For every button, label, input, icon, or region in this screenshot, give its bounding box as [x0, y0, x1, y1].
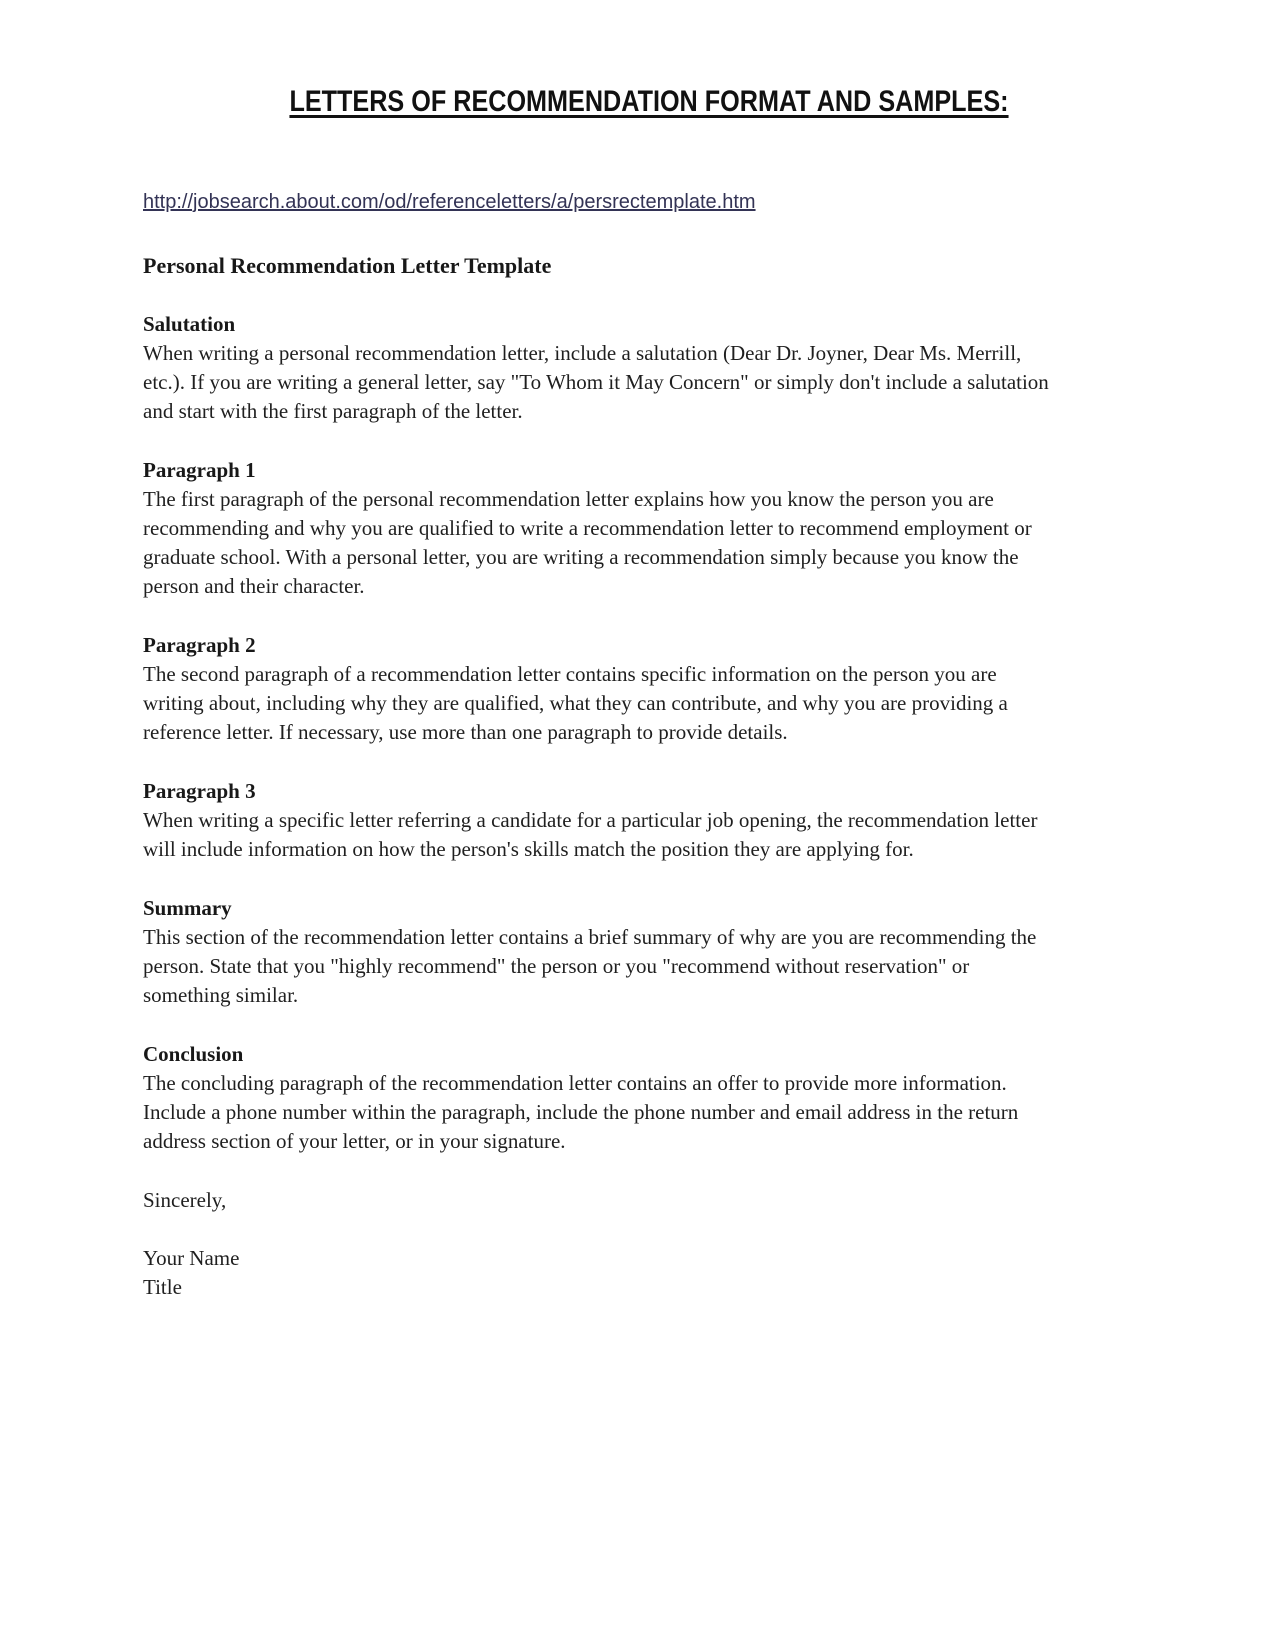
section-heading: Paragraph 1	[143, 458, 256, 482]
closing-signature	[143, 1244, 1155, 1302]
section-conclusion	[143, 1040, 1061, 1156]
section-body: The concluding paragraph of the recommendation letter contains an offer to provide more information. Include a phone number within the paragraph, include the phone number and email address in the return address section of your letter, or in your signature.	[143, 1071, 1019, 1153]
section-salutation	[143, 310, 1061, 426]
section-summary	[143, 894, 1061, 1010]
section-body: This section of the recommendation letter contains a brief summary of why are you are recommending the person. State that you "highly recommend" the person or you "recommend without reservation" or something similar.	[143, 925, 1037, 1007]
section-heading: Paragraph 2	[143, 633, 256, 657]
section-paragraph-2	[143, 631, 1061, 747]
section-body: When writing a specific letter referring a candidate for a particular job opening, the recommendation letter will include information on how the person's skills match the position they are applying for.	[143, 808, 1038, 861]
signature-title: Title	[143, 1275, 182, 1299]
closing-valediction: Sincerely,	[143, 1188, 227, 1212]
section-body: The second paragraph of a recommendation letter contains specific information on the person you are writing about, including why they are qualified, what they can contribute, and why you are providing a reference letter. If necessary, use more than one paragraph to provide details.	[143, 662, 1008, 744]
source-url-link[interactable]: http://jobsearch.about.com/od/referenceletters/a/persrectemplate.htm	[143, 191, 756, 213]
section-paragraph-1	[143, 456, 1061, 601]
page-title: LETTERS OF RECOMMENDATION FORMAT AND SAMPLES:	[289, 85, 1009, 118]
section-body: The first paragraph of the personal recommendation letter explains how you know the person you are recommending and why you are qualified to write a recommendation letter to recommend employment or graduate school. With a personal letter, you are writing a recommendation simply because you know the person and their character.	[143, 487, 1032, 598]
section-body: When writing a personal recommendation letter, include a salutation (Dear Dr. Joyner, Dear Ms. Merrill, etc.). If you are writing a general letter, say "To Whom it May Concern" or simply don't include a salutation and start with the first paragraph of the letter.	[143, 341, 1049, 423]
section-heading: Paragraph 3	[143, 779, 256, 803]
section-heading: Salutation	[143, 312, 236, 336]
template-subtitle: Personal Recommendation Letter Template	[143, 253, 552, 278]
signature-name: Your Name	[143, 1246, 240, 1270]
section-paragraph-3	[143, 777, 1061, 864]
section-heading: Summary	[143, 896, 232, 920]
section-heading: Conclusion	[143, 1042, 244, 1066]
